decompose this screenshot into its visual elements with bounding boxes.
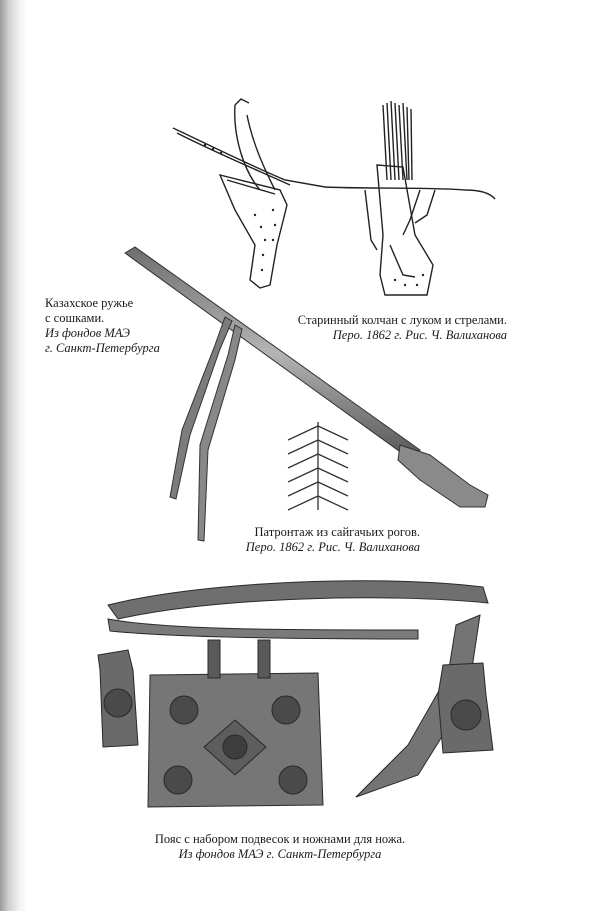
rifle-caption-subtitle: с сошками.: [45, 311, 105, 325]
cartridge-holder-drawing: [282, 418, 354, 514]
rifle-caption: [45, 296, 160, 356]
rifle-caption-title: Казахское ружье: [45, 296, 134, 310]
rifle-caption-source: Из фондов МАЭ: [45, 326, 130, 340]
belt-with-pendants-photo: [88, 575, 508, 820]
page-binding-shadow: [0, 0, 28, 911]
belt-caption-source: Из фондов МАЭ г. Санкт-Петербурга: [178, 847, 382, 861]
belt-caption: [120, 832, 440, 862]
quiver-caption: [255, 313, 507, 343]
cartridge-caption-credit: Перо. 1862 г. Рис. Ч. Валиханова: [245, 540, 420, 554]
cartridge-caption: [215, 525, 420, 555]
belt-caption-title: Пояс с набором подвесок и ножнами для ножа.: [154, 832, 406, 846]
quiver-caption-credit: Перо. 1862 г. Рис. Ч. Валиханова: [332, 328, 507, 342]
cartridge-caption-title: Патронтаж из сайгачьих рогов.: [254, 525, 420, 539]
rifle-caption-city: г. Санкт-Петербурга: [45, 341, 160, 355]
quiver-caption-title: Старинный колчан с луком и стрелами.: [297, 313, 507, 327]
